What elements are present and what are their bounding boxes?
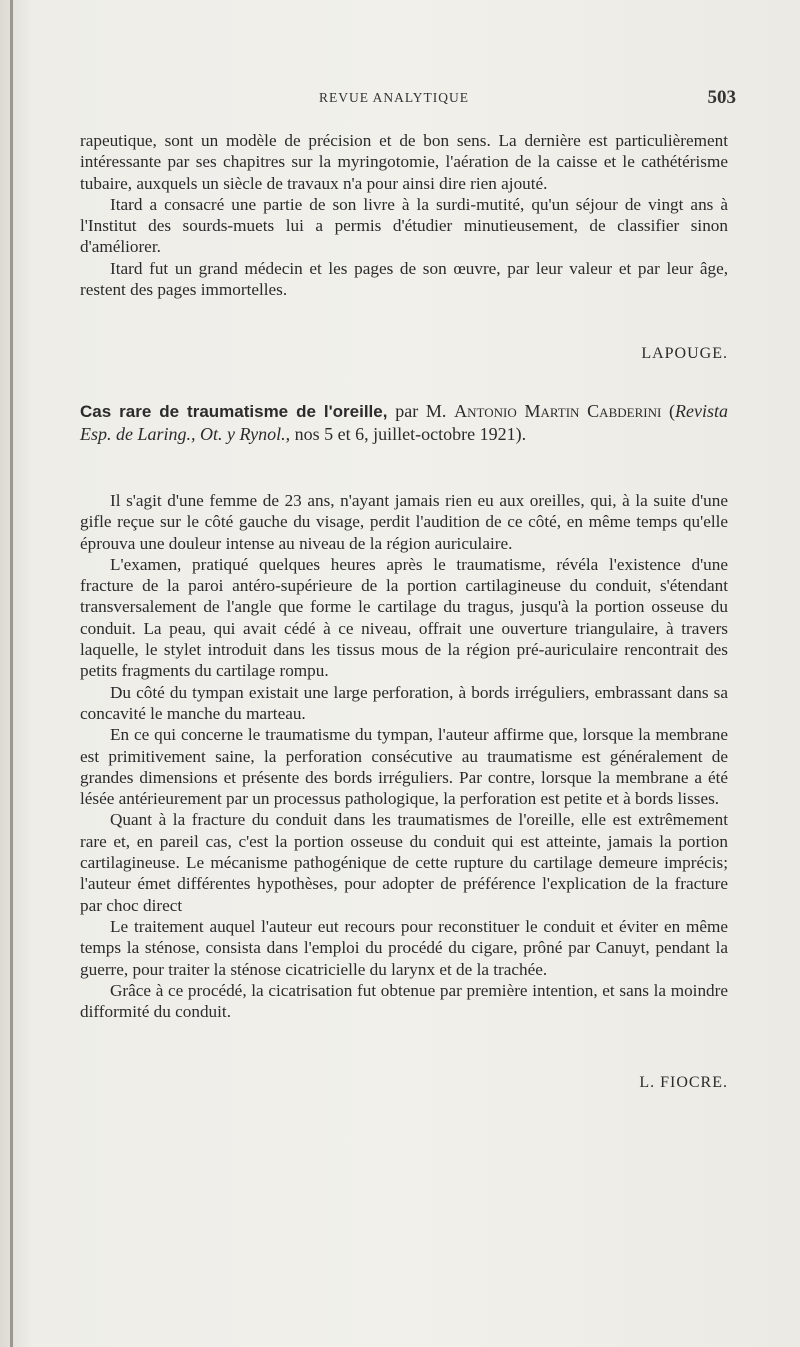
paragraph: rapeutique, sont un modèle de précision et de bon sens. La dernière est particulièrement intéressante par ses chapitres sur la myringotomie, l'aération de la caisse et le cathétérisme tubaire, auxquels un siècle de travaux n'a pour ainsi dire rien ajouté. [80, 131, 728, 193]
running-head: REVUE ANALYTIQUE [319, 90, 470, 105]
paragraph: Quant à la fracture du conduit dans les traumatismes de l'oreille, elle est extrêmement rare et, en pareil cas, c'est la portion osseuse du conduit qui est atteinte, jamais la portion cartilagineuse. Le mécanisme pathogénique de cette rupture du cartilage demeure imprécis; l'auteur émet différentes hypothèses, pour adopter de préférence l'explication de la fracture par choc direct [80, 810, 728, 915]
paragraph: Grâce à ce procédé, la cicatrisation fut obtenue par première intention, et sans la moindre difformité du conduit. [80, 980, 728, 1022]
signature: LAPOUGE. [641, 345, 728, 362]
paragraph: Du côté du tympan existait une large perforation, à bords irréguliers, embrassant dans sa concavité le manche du marteau. [80, 682, 728, 723]
signature: L. FIOCRE. [639, 1074, 728, 1091]
page-header [80, 87, 736, 114]
journal-name: Revista Esp. de Laring., Ot. y Rynol. [80, 401, 728, 444]
citation-open: ( [661, 401, 676, 421]
article-author: Antonio Martin Cabderini [454, 401, 662, 421]
previous-review-signature-block [80, 343, 728, 364]
page-number: 503 [707, 87, 736, 108]
paragraph: L'examen, pratiqué quelques heures après le traumatisme, révéla l'existence d'une fracture de la paroi antéro-supérieure de la portion cartilagineuse du conduit, s'étendant transversalement de l'angle que forme le cartilage du tragus, jusqu'à la portion osseuse du conduit. La peau, qui avait cédé à ce niveau, offrait une ouverture triangulaire, à travers laquelle, le stylet introduit dans les tissus mous de la région pré-auriculaire rencontrait des petits fragments du cartilage rompu. [80, 554, 728, 681]
paragraph: Itard fut un grand médecin et les pages de son œuvre, par leur valeur et par leur âge, restent des pages immortelles. [80, 258, 728, 300]
article-body [80, 490, 728, 1022]
title-by: par M. [387, 401, 455, 421]
paragraph: Le traitement auquel l'auteur eut recours pour reconstituer le conduit et éviter en même temps la sténose, consista dans l'emploi du procédé du cigare, prôné par Canuyt, pendant la guerre, pour traiter la sténose cicatricielle du larynx et de la trachée. [80, 916, 728, 979]
paragraph: En ce qui concerne le traumatisme du tympan, l'auteur affirme que, lorsque la membrane est primitivement saine, la perforation consécutive au traumatisme est généralement de grandes dimensions et présente des bords irréguliers. Par contre, lorsque la membrane a été lésée antérieurement par un processus pathologique, la perforation est petite et à bords lisses. [80, 725, 728, 809]
page-binding-edge [10, 0, 13, 1347]
article-title [80, 400, 728, 445]
paragraph: Il s'agit d'une femme de 23 ans, n'ayant jamais rien eu aux oreilles, qui, à la suite d'une gifle reçue sur le côté gauche du visage, perdit l'audition de ce côté, en même temps qu'elle éprouva une douleur intense au niveau de la région auriculaire. [80, 491, 728, 553]
previous-review [80, 130, 728, 300]
article-title-block [80, 400, 728, 445]
paragraph: Itard a consacré une partie de son livre à la surdi-mutité, qu'un séjour de vingt ans à l'Institut des sourds-muets lui a permis d'étudier minutieusement, de classifier sinon d'améliorer. [80, 194, 728, 257]
citation-details: , nos 5 et 6, juillet-octobre 1921). [285, 424, 527, 444]
article-signature-block [80, 1072, 728, 1093]
article-title-bold: Cas rare de traumatisme de l'oreille, [80, 402, 388, 421]
